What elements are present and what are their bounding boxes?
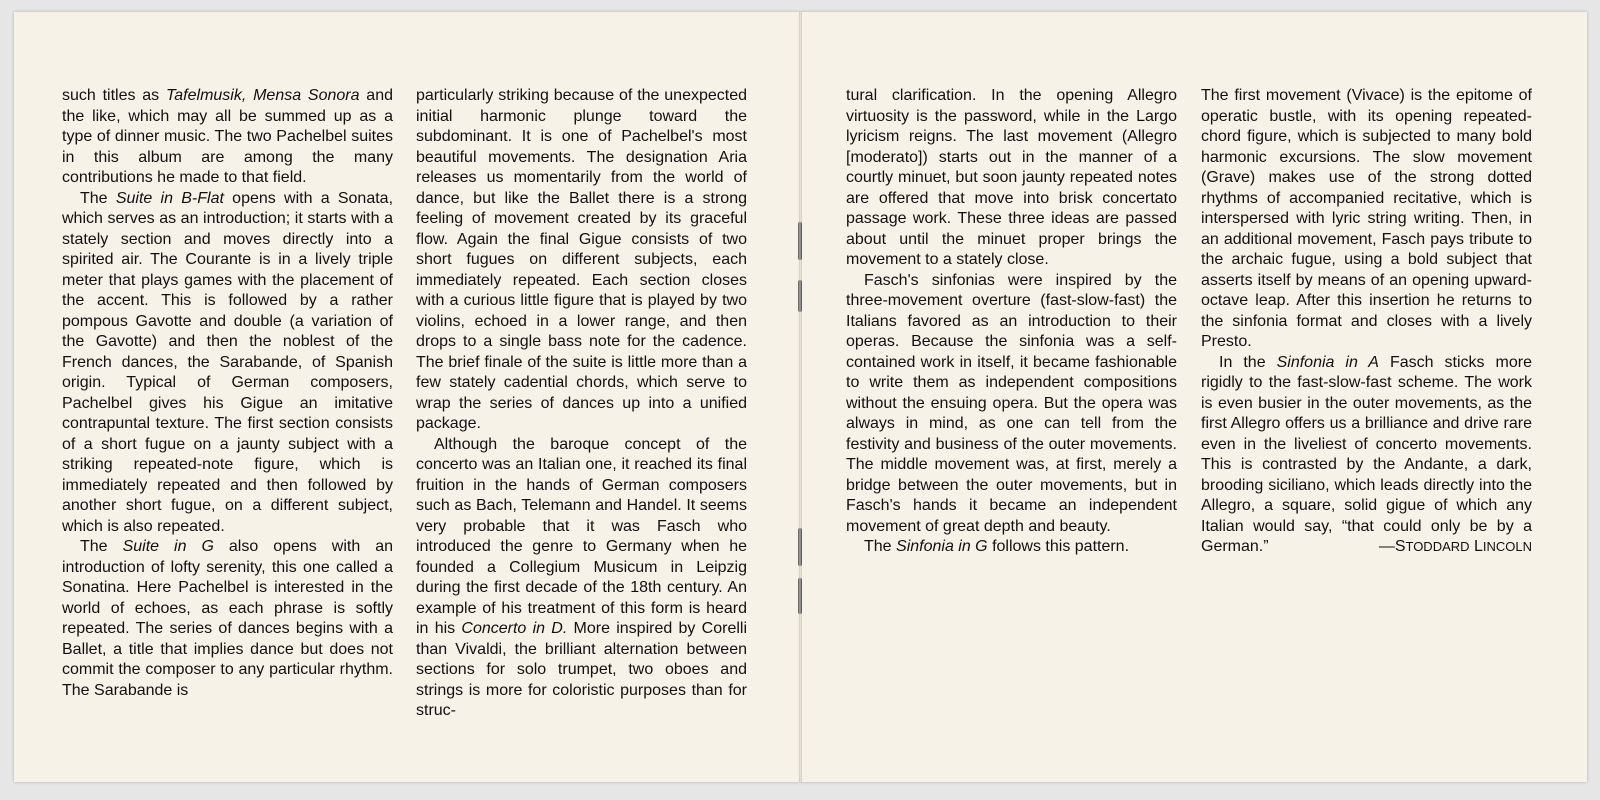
paragraph: The Sinfonia in G follows this pattern. [864,538,1130,555]
staple-3 [798,528,802,566]
column-1 [62,86,393,701]
paragraph: Fasch's sinfonias were inspired by the three-movement overture (fast-slow-fast) the Italians favored as an introduction to their operas. Because the sinfonia was a self-contained work in itself, it became fashionable to write them as independent compositions without the ensuing opera. But the opera was always in mind, as one can tell from the festivity and business of the outer movements. The middle movement was, at first, merely a bridge between the outer movements, but in Fasch's hands it became an independent movement of great depth and beauty. [846,271,1177,535]
paragraph: In the Sinfonia in A Fasch sticks more rigidly to the fast-slow-fast scheme. The work is even busier in the outer movements, as the first Allegro offers us a brilliance and drive rare even in the liveliest of concerto movements. This is contrasted by the Andante, a dark, brooding siciliano, which leads directly into the Allegro, a square, solid gigue of which any Italian would say, “that could only be by a German.” —STODDARD LINCOLN [1201,353,1532,558]
column-2 [416,86,747,722]
paragraph: The first movement (Vivace) is the epitome of operatic bustle, with its opening repeated-chord figure, which is subjected to many bold harmonic excursions. The slow movement (Grave) makes use of the strong dotted rhythms of accompanied recitative, which is interspersed with lyric string writing. Then, in an additional movement, Fasch pays tribute to the archaic fugue, using a bold subject that asserts itself by means of an opening upward-octave leap. After this insertion he returns to the sinfonia format and closes with a lively Presto. [1201,87,1532,350]
paragraph: Although the baroque concept of the concerto was an Italian one, it reached its final fruition in the hands of German composers such as Bach, Telemann and Handel. It seems very probable that it was Fasch who introduced the genre to Germany when he founded a Collegium Musicum in Leipzig during the first decade of the 18th century. An example of his treatment of this form is heard in his Concerto in D. More inspired by Corelli than Vivaldi, the brilliant alternation between sections for solo trumpet, two oboes and strings is more for coloristic purposes than for struc- [416,435,747,719]
paragraph: such titles as Tafelmusik, Mensa Sonora and the like, which may all be summed up as a type of dinner music. The two Pachelbel suites in this album are among the many contributions he made to that field. [62,87,393,186]
paragraph: The Suite in B-Flat opens with a Sonata, which serves as an introduction; it starts with a stately section and moves directly into a spirited air. The Courante is in a lively triple meter that plays games with the placement of the accent. This is followed by a rather pompous Gavotte and double (a variation of the Gavotte) and then the noblest of the French dances, the Sarabande, of Spanish origin. Typical of German composers, Pachelbel gives his Gigue an imitative contrapuntal texture. The first section consists of a short fugue on a jaunty subject with a striking repeated-note figure, which is immediately repeated and then followed by another short fugue, on a different subject, which is also repeated. [62,189,394,535]
staple-1 [798,222,802,260]
book-gutter [799,12,801,782]
column-3 [846,86,1177,558]
paragraph: tural clarification. In the opening Allegro virtuosity is the password, while in the Largo lyricism reigns. The last movement (Allegro [moderato]) starts out in the manner of a courtly minuet, but soon jaunty repeated notes are offered that move into brisk concertato passage work. These three ideas are passed about until the minuet proper brings the movement to a stately close. [846,87,1177,268]
column-4 [1201,86,1532,558]
staple-2 [798,280,802,312]
paragraph: particularly striking because of the unexpected initial harmonic plunge toward the subdominant. It is one of Pachelbel's most beautiful movements. The designation Aria releases us momentarily from the world of dance, but like the Ballet there is a strong feeling of movement created by its graceful flow. Again the final Gigue consists of two short fugues on different subjects, each immediately repeated. Each section closes with a curious little figure that is played by two violins, echoed in a lower range, and then drops to a single bass note for the cadence. The brief finale of the suite is little more than a few stately cadential chords, which serve to wrap the series of dances up into a unified package. [416,87,747,432]
staple-4 [798,578,802,614]
paragraph: The Suite in G also opens with an introduction of lofty serenity, this one called a Sonatina. Here Pachelbel is interested in the world of echoes, as each phrase is softly repeated. The series of dances begins with a Ballet, a title that implies dance but does not commit the composer to any particular rhythm. The Sarabande is [62,538,394,699]
attribution: —STODDARD LINCOLN [1378,538,1532,555]
